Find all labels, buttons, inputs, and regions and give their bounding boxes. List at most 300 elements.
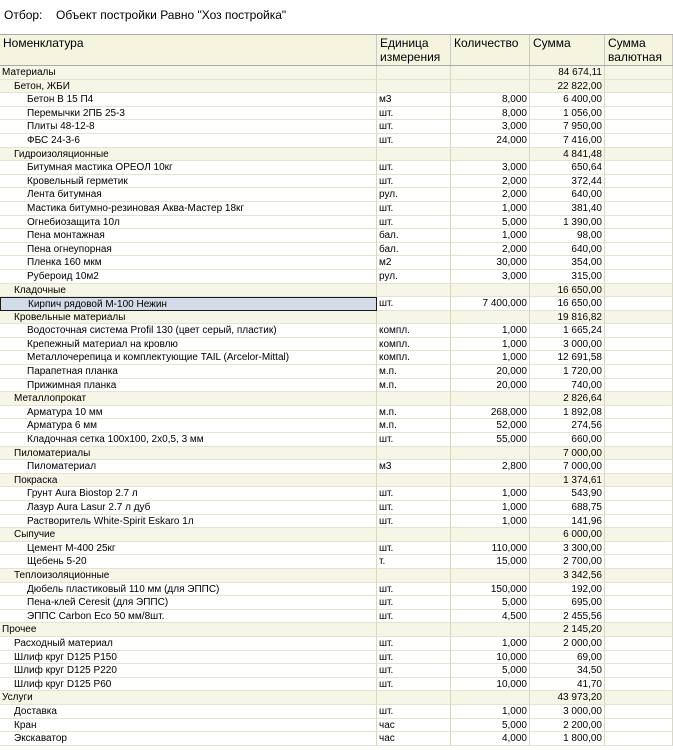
table-row[interactable] (0, 107, 673, 121)
cell-name: Огнебиозащита 10л (0, 216, 377, 230)
cell-currency-sum (605, 311, 673, 325)
cell-currency-sum (605, 392, 673, 406)
cell-unit: бал. (377, 243, 451, 257)
cell-name: Арматура 10 мм (0, 406, 377, 420)
col-header-quantity[interactable]: Количество (451, 35, 530, 65)
cell-name: Пиломатериал (0, 460, 377, 474)
cell-unit: шт. (377, 433, 451, 447)
table-row[interactable] (0, 433, 673, 447)
cell-name: ЭППС Carbon Eco 50 мм/8шт. (0, 610, 377, 624)
table-row[interactable] (0, 460, 673, 474)
cell-unit: бал. (377, 229, 451, 243)
col-header-currency-sum[interactable]: Сумма валютная (605, 35, 673, 65)
table-row[interactable] (0, 297, 673, 311)
cell-name: Металлочерепица и комплектующие TAIL (Arcelor-Mittal) (0, 351, 377, 365)
cell-quantity: 5,000 (451, 596, 530, 610)
cell-unit: шт. (377, 515, 451, 529)
cell-currency-sum (605, 678, 673, 692)
cell-unit: м3 (377, 93, 451, 107)
table-header (0, 34, 673, 66)
cell-sum: 372,44 (530, 175, 605, 189)
cell-unit: час (377, 719, 451, 733)
cell-name: Пиломатериалы (0, 447, 377, 461)
table-row[interactable] (0, 175, 673, 189)
cell-currency-sum (605, 501, 673, 515)
cell-name: Кровельный герметик (0, 175, 377, 189)
cell-unit (377, 447, 451, 461)
cell-name: Шлиф круг D125 P220 (0, 664, 377, 678)
cell-name: Растворитель White-Spirit Eskaro 1л (0, 515, 377, 529)
table-row[interactable] (0, 284, 673, 298)
cell-unit (377, 311, 451, 325)
cell-unit: шт. (377, 596, 451, 610)
cell-name: Лента битумная (0, 188, 377, 202)
cell-currency-sum (605, 66, 673, 80)
table-row[interactable] (0, 651, 673, 665)
cell-quantity: 20,000 (451, 365, 530, 379)
cell-sum: 2 455,56 (530, 610, 605, 624)
table-row[interactable] (0, 583, 673, 597)
cell-quantity (451, 311, 530, 325)
cell-name: Мастика битумно-резиновая Аква-Мастер 18кг (0, 202, 377, 216)
cell-quantity: 1,000 (451, 324, 530, 338)
table-row[interactable] (0, 447, 673, 461)
cell-name: Дюбель пластиковый 110 мм (для ЭППС) (0, 583, 377, 597)
table-row[interactable] (0, 392, 673, 406)
cell-sum: 19 816,82 (530, 311, 605, 325)
table-row[interactable] (0, 351, 673, 365)
cell-quantity: 4,000 (451, 732, 530, 746)
cell-quantity: 4,500 (451, 610, 530, 624)
table-row[interactable] (0, 161, 673, 175)
cell-unit: компл. (377, 351, 451, 365)
cell-quantity (451, 447, 530, 461)
cell-name: Грунт Aura Biostop 2.7 л (0, 487, 377, 501)
cell-sum: 740,00 (530, 379, 605, 393)
table-row[interactable] (0, 678, 673, 692)
table-body (0, 66, 673, 746)
cell-currency-sum (605, 338, 673, 352)
cell-unit: шт. (377, 610, 451, 624)
table-row[interactable] (0, 406, 673, 420)
cell-currency-sum (605, 637, 673, 651)
cell-name: Щебень 5-20 (0, 555, 377, 569)
cell-unit: компл. (377, 324, 451, 338)
cell-quantity (451, 80, 530, 94)
cell-currency-sum (605, 202, 673, 216)
cell-sum: 640,00 (530, 188, 605, 202)
cell-name: Кладочные (0, 284, 377, 298)
cell-currency-sum (605, 691, 673, 705)
cell-quantity: 2,000 (451, 175, 530, 189)
cell-currency-sum (605, 243, 673, 257)
cell-currency-sum (605, 623, 673, 637)
cell-sum: 660,00 (530, 433, 605, 447)
table-row[interactable] (0, 66, 673, 80)
cell-sum: 1 800,00 (530, 732, 605, 746)
table-row[interactable] (0, 610, 673, 624)
cell-currency-sum (605, 732, 673, 746)
cell-unit: м.п. (377, 406, 451, 420)
cell-sum: 2 700,00 (530, 555, 605, 569)
cell-quantity: 2,000 (451, 243, 530, 257)
cell-unit: шт. (377, 637, 451, 651)
cell-quantity: 10,000 (451, 651, 530, 665)
cell-quantity: 24,000 (451, 134, 530, 148)
cell-quantity: 1,000 (451, 338, 530, 352)
cell-unit (377, 284, 451, 298)
cell-sum: 381,40 (530, 202, 605, 216)
cell-quantity: 1,000 (451, 705, 530, 719)
cell-sum: 43 973,20 (530, 691, 605, 705)
cell-name: Экскаватор (0, 732, 377, 746)
cell-sum: 695,00 (530, 596, 605, 610)
col-header-sum[interactable]: Сумма (530, 35, 605, 65)
cell-sum: 7 416,00 (530, 134, 605, 148)
table-row[interactable] (0, 120, 673, 134)
table-row[interactable] (0, 216, 673, 230)
table-row[interactable] (0, 379, 673, 393)
filter-value: Объект постройки Равно "Хоз постройка" (56, 8, 287, 22)
cell-quantity (451, 691, 530, 705)
cell-currency-sum (605, 216, 673, 230)
cell-sum: 274,56 (530, 419, 605, 433)
table-row[interactable] (0, 188, 673, 202)
cell-sum: 1 665,24 (530, 324, 605, 338)
cell-quantity: 1,000 (451, 351, 530, 365)
cell-sum: 2 826,64 (530, 392, 605, 406)
cell-quantity: 3,000 (451, 161, 530, 175)
cell-quantity: 7 400,000 (451, 297, 530, 311)
cell-name: Расходный материал (0, 637, 377, 651)
cell-quantity: 1,000 (451, 515, 530, 529)
cell-quantity: 1,000 (451, 637, 530, 651)
cell-unit: шт. (377, 202, 451, 216)
cell-name: Пена монтажная (0, 229, 377, 243)
cell-unit: шт. (377, 705, 451, 719)
cell-sum: 98,00 (530, 229, 605, 243)
cell-currency-sum (605, 120, 673, 134)
cell-sum: 4 841,48 (530, 148, 605, 162)
cell-quantity: 1,000 (451, 501, 530, 515)
cell-unit (377, 392, 451, 406)
cell-sum: 84 674,11 (530, 66, 605, 80)
cell-unit (377, 623, 451, 637)
table-row[interactable] (0, 474, 673, 488)
cell-currency-sum (605, 284, 673, 298)
cell-quantity: 1,000 (451, 487, 530, 501)
cell-sum: 7 000,00 (530, 460, 605, 474)
cell-sum: 650,64 (530, 161, 605, 175)
cell-sum: 1 374,61 (530, 474, 605, 488)
cell-quantity: 150,000 (451, 583, 530, 597)
table-row[interactable] (0, 705, 673, 719)
cell-quantity: 5,000 (451, 664, 530, 678)
cell-unit: рул. (377, 270, 451, 284)
cell-name: Перемычки 2ПБ 25-3 (0, 107, 377, 121)
table-row[interactable] (0, 365, 673, 379)
cell-quantity: 8,000 (451, 107, 530, 121)
cell-name: Пленка 160 мкм (0, 256, 377, 270)
cell-quantity: 268,000 (451, 406, 530, 420)
cell-sum: 1 720,00 (530, 365, 605, 379)
cell-quantity (451, 284, 530, 298)
table-row[interactable] (0, 637, 673, 651)
cell-unit: шт. (377, 120, 451, 134)
cell-name: Цемент М-400 25кг (0, 542, 377, 556)
cell-quantity: 52,000 (451, 419, 530, 433)
cell-unit: рул. (377, 188, 451, 202)
cell-name: Пена-клей Ceresit (для ЭППС) (0, 596, 377, 610)
cell-currency-sum (605, 365, 673, 379)
table-row[interactable] (0, 691, 673, 705)
cell-sum: 12 691,58 (530, 351, 605, 365)
cell-currency-sum (605, 80, 673, 94)
cell-sum: 16 650,00 (530, 284, 605, 298)
cell-quantity (451, 623, 530, 637)
table-row[interactable] (0, 80, 673, 94)
cell-quantity: 2,000 (451, 188, 530, 202)
cell-quantity (451, 474, 530, 488)
cell-sum: 688,75 (530, 501, 605, 515)
cell-name: Доставка (0, 705, 377, 719)
table-row[interactable] (0, 202, 673, 216)
cell-unit: шт. (377, 542, 451, 556)
cell-name: Рубероид 10м2 (0, 270, 377, 284)
cell-sum: 16 650,00 (530, 297, 605, 311)
cell-unit: час (377, 732, 451, 746)
cell-unit: шт. (377, 664, 451, 678)
cell-currency-sum (605, 664, 673, 678)
cell-currency-sum (605, 93, 673, 107)
cell-currency-sum (605, 270, 673, 284)
cell-currency-sum (605, 433, 673, 447)
table-row[interactable] (0, 596, 673, 610)
cell-sum: 640,00 (530, 243, 605, 257)
cell-quantity: 1,000 (451, 202, 530, 216)
table-row[interactable] (0, 324, 673, 338)
cell-name: Сыпучие (0, 528, 377, 542)
cell-unit (377, 474, 451, 488)
cell-sum: 69,00 (530, 651, 605, 665)
filter-label: Отбор: (4, 8, 43, 22)
cell-name: Покраска (0, 474, 377, 488)
cell-sum: 1 892,08 (530, 406, 605, 420)
cell-currency-sum (605, 719, 673, 733)
cell-sum: 6 000,00 (530, 528, 605, 542)
cell-quantity: 15,000 (451, 555, 530, 569)
cell-unit: компл. (377, 338, 451, 352)
table-row[interactable] (0, 419, 673, 433)
cell-quantity (451, 66, 530, 80)
cell-quantity (451, 528, 530, 542)
cell-unit: шт. (377, 487, 451, 501)
table-row[interactable] (0, 555, 673, 569)
cell-quantity: 5,000 (451, 216, 530, 230)
cell-currency-sum (605, 229, 673, 243)
cell-currency-sum (605, 447, 673, 461)
cell-sum: 1 390,00 (530, 216, 605, 230)
cell-unit: шт. (377, 678, 451, 692)
cell-name: Теплоизоляционные (0, 569, 377, 583)
table-row[interactable] (0, 256, 673, 270)
cell-unit (377, 80, 451, 94)
col-header-unit[interactable]: Единица измерения (377, 35, 451, 65)
table-row[interactable] (0, 732, 673, 746)
cell-sum: 2 145,20 (530, 623, 605, 637)
cell-quantity: 1,000 (451, 229, 530, 243)
cell-currency-sum (605, 256, 673, 270)
cell-currency-sum (605, 596, 673, 610)
cell-name: Водосточная система Profil 130 (цвет серый, пластик) (0, 324, 377, 338)
cell-unit: т. (377, 555, 451, 569)
table-row[interactable] (0, 229, 673, 243)
cell-sum: 141,96 (530, 515, 605, 529)
report-table (0, 34, 673, 746)
cell-unit: шт. (377, 175, 451, 189)
cell-quantity: 10,000 (451, 678, 530, 692)
table-row[interactable] (0, 134, 673, 148)
cell-name: Прижимная планка (0, 379, 377, 393)
cell-quantity: 3,000 (451, 120, 530, 134)
cell-name: Кран (0, 719, 377, 733)
cell-quantity: 55,000 (451, 433, 530, 447)
cell-currency-sum (605, 134, 673, 148)
cell-name: Пена огнеупорная (0, 243, 377, 257)
col-header-nomenclature[interactable]: Номенклатура (0, 35, 377, 65)
cell-name: Бетон, ЖБИ (0, 80, 377, 94)
cell-sum: 7 000,00 (530, 447, 605, 461)
cell-quantity: 2,800 (451, 460, 530, 474)
cell-name: Кровельные материалы (0, 311, 377, 325)
cell-name: Парапетная планка (0, 365, 377, 379)
cell-sum: 3 000,00 (530, 338, 605, 352)
cell-quantity: 30,000 (451, 256, 530, 270)
cell-unit: шт. (377, 161, 451, 175)
cell-currency-sum (605, 419, 673, 433)
cell-sum: 3 000,00 (530, 705, 605, 719)
cell-quantity: 5,000 (451, 719, 530, 733)
cell-currency-sum (605, 705, 673, 719)
cell-name: Крепежный материал на кровлю (0, 338, 377, 352)
cell-currency-sum (605, 351, 673, 365)
cell-unit: шт. (377, 501, 451, 515)
cell-sum: 192,00 (530, 583, 605, 597)
cell-sum: 3 342,56 (530, 569, 605, 583)
table-row[interactable] (0, 501, 673, 515)
table-row[interactable] (0, 270, 673, 284)
filter-bar (0, 0, 673, 34)
cell-quantity (451, 569, 530, 583)
cell-sum: 34,50 (530, 664, 605, 678)
cell-sum: 543,90 (530, 487, 605, 501)
cell-quantity (451, 392, 530, 406)
cell-quantity (451, 148, 530, 162)
table-row[interactable] (0, 719, 673, 733)
cell-unit: м.п. (377, 419, 451, 433)
cell-sum: 41,70 (530, 678, 605, 692)
cell-unit (377, 691, 451, 705)
cell-currency-sum (605, 542, 673, 556)
table-row[interactable] (0, 515, 673, 529)
cell-unit (377, 528, 451, 542)
table-row[interactable] (0, 623, 673, 637)
cell-currency-sum (605, 379, 673, 393)
table-row[interactable] (0, 542, 673, 556)
cell-name: Плиты 48-12-8 (0, 120, 377, 134)
cell-quantity: 8,000 (451, 93, 530, 107)
cell-currency-sum (605, 297, 673, 311)
cell-unit (377, 66, 451, 80)
cell-name: Кирпич рядовой М-100 Нежин (0, 297, 377, 311)
cell-currency-sum (605, 324, 673, 338)
cell-name: Материалы (0, 66, 377, 80)
cell-unit: м.п. (377, 379, 451, 393)
table-row[interactable] (0, 528, 673, 542)
cell-sum: 354,00 (530, 256, 605, 270)
cell-unit: шт. (377, 651, 451, 665)
cell-name: Кладочная сетка 100х100, 2х0,5, 3 мм (0, 433, 377, 447)
cell-unit: шт. (377, 134, 451, 148)
table-row[interactable] (0, 338, 673, 352)
table-row[interactable] (0, 311, 673, 325)
cell-sum: 2 200,00 (530, 719, 605, 733)
table-row[interactable] (0, 243, 673, 257)
cell-sum: 22 822,00 (530, 80, 605, 94)
cell-name: Гидроизоляционные (0, 148, 377, 162)
cell-currency-sum (605, 528, 673, 542)
cell-currency-sum (605, 161, 673, 175)
cell-currency-sum (605, 515, 673, 529)
cell-sum: 7 950,00 (530, 120, 605, 134)
cell-currency-sum (605, 148, 673, 162)
cell-currency-sum (605, 583, 673, 597)
cell-sum: 3 300,00 (530, 542, 605, 556)
table-row[interactable] (0, 487, 673, 501)
table-row[interactable] (0, 569, 673, 583)
cell-sum: 2 000,00 (530, 637, 605, 651)
cell-unit: м2 (377, 256, 451, 270)
cell-unit (377, 569, 451, 583)
cell-name: Арматура 6 мм (0, 419, 377, 433)
cell-sum: 1 056,00 (530, 107, 605, 121)
cell-name: Металлопрокат (0, 392, 377, 406)
table-row[interactable] (0, 148, 673, 162)
cell-currency-sum (605, 406, 673, 420)
cell-quantity: 3,000 (451, 270, 530, 284)
cell-unit: шт. (377, 107, 451, 121)
table-row[interactable] (0, 93, 673, 107)
cell-name: Услуги (0, 691, 377, 705)
cell-sum: 315,00 (530, 270, 605, 284)
cell-currency-sum (605, 474, 673, 488)
cell-currency-sum (605, 610, 673, 624)
cell-unit (377, 148, 451, 162)
cell-quantity: 20,000 (451, 379, 530, 393)
cell-currency-sum (605, 107, 673, 121)
cell-name: Лазур Aura Lasur 2.7 л дуб (0, 501, 377, 515)
table-row[interactable] (0, 664, 673, 678)
cell-quantity: 110,000 (451, 542, 530, 556)
cell-currency-sum (605, 460, 673, 474)
cell-currency-sum (605, 188, 673, 202)
cell-unit: шт. (377, 583, 451, 597)
cell-name: Битумная мастика ОРЕОЛ 10кг (0, 161, 377, 175)
cell-name: Шлиф круг D125 P150 (0, 651, 377, 665)
cell-name: Шлиф круг D125 P60 (0, 678, 377, 692)
cell-currency-sum (605, 651, 673, 665)
cell-unit: шт. (377, 216, 451, 230)
